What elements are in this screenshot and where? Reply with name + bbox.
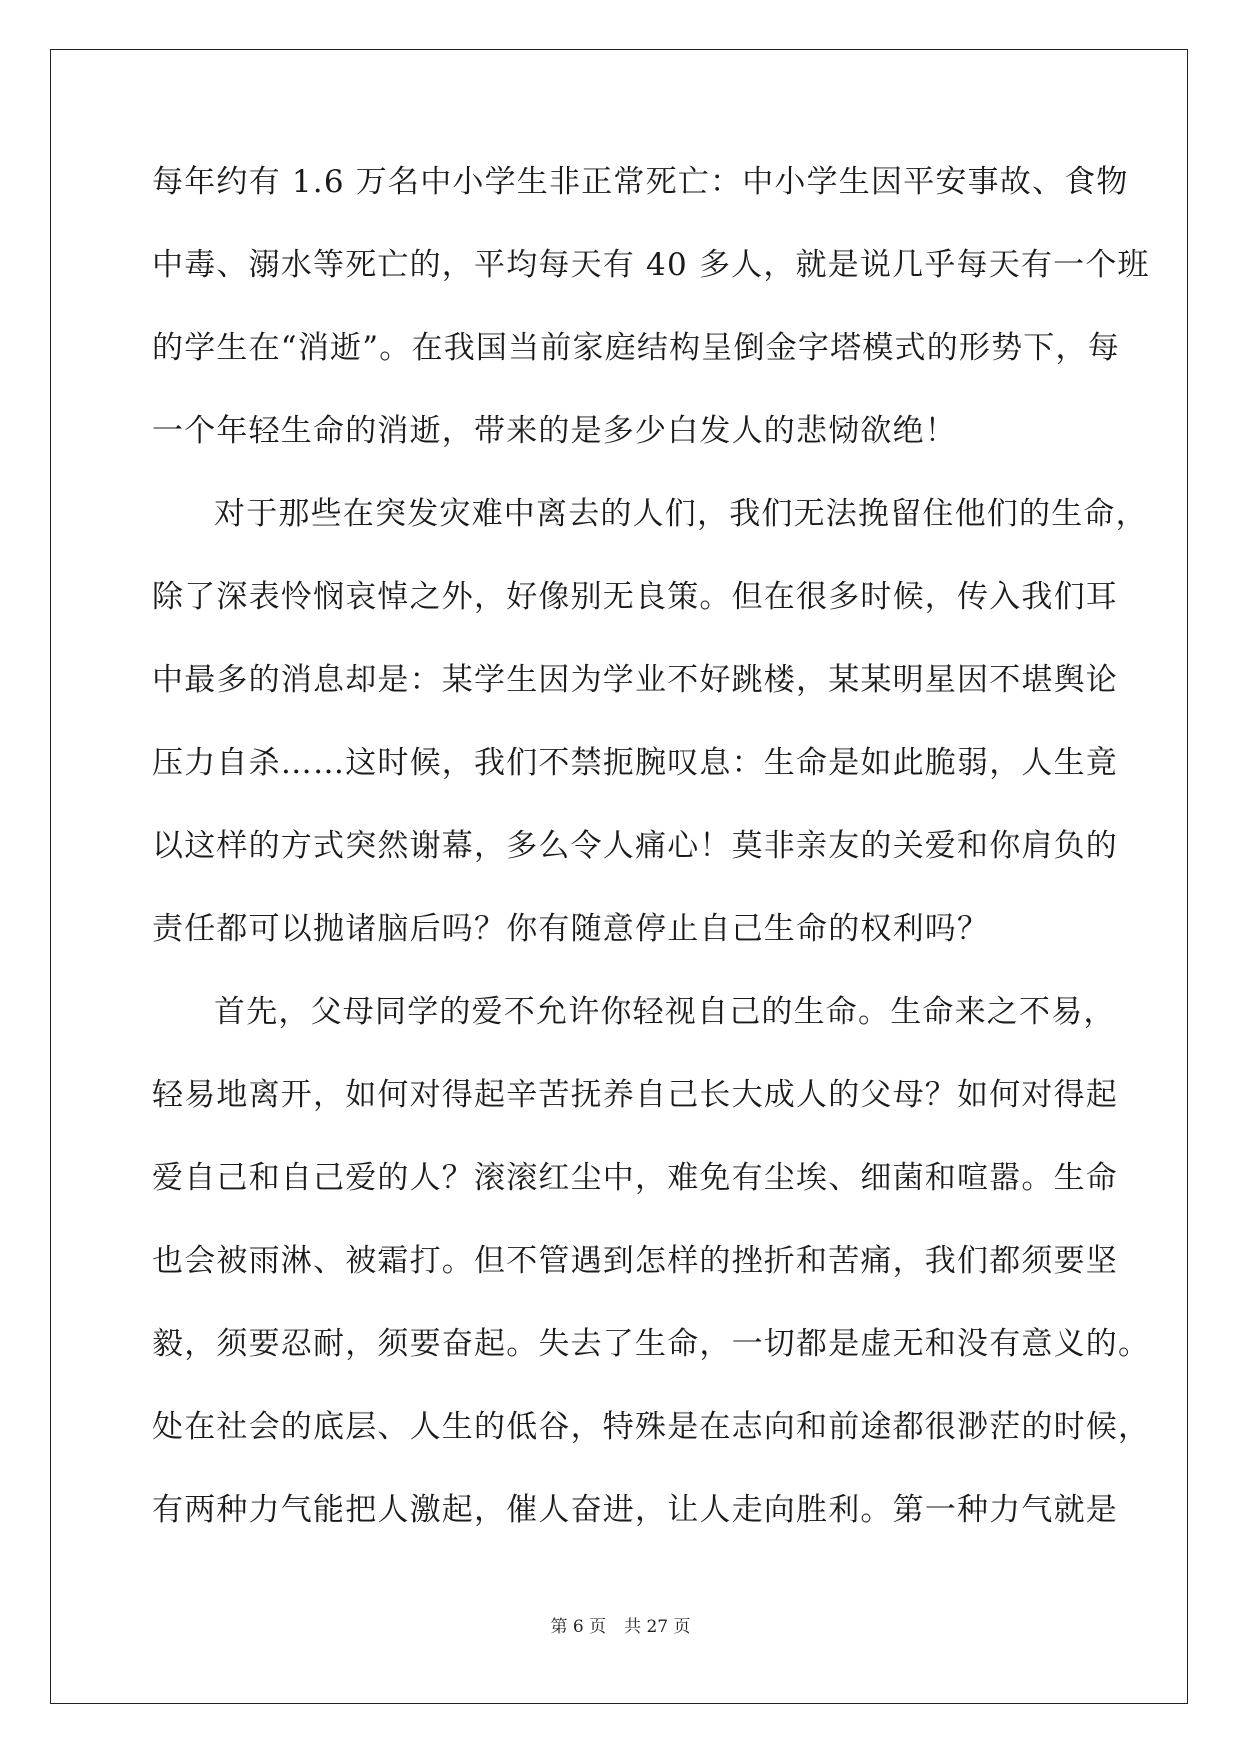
text-line: 的学生在“消逝”。在我国当前家庭结构呈倒金字塔模式的形势下，每: [152, 330, 1120, 366]
text-line: 毅，须要忍耐，须要奋起。失去了生命，一切都是虚无和没有意义的。: [152, 1326, 1151, 1362]
paragraph-first-line: 首先，父母同学的爱不允许你轻视自己的生命。生命来之不易，: [214, 994, 1116, 1030]
page-total: 共 27 页: [624, 1617, 691, 1637]
text-line: 除了深表怜悯哀悼之外，好像别无良策。但在很多时候，传入我们耳: [152, 579, 1118, 615]
text-line: 爱自己和自己爱的人？滚滚红尘中，难免有尘埃、细菌和喧嚣。生命: [152, 1160, 1118, 1196]
text-line: 中毒、溺水等死亡的，平均每天有 40 多人，就是说几乎每天有一个班: [152, 247, 1150, 283]
document-body: [152, 162, 1151, 1573]
page-footer: [0, 1616, 1241, 1638]
text-line: 以这样的方式突然谢幕，多么令人痛心！莫非亲友的关爱和你肩负的: [152, 828, 1118, 864]
text-line: 有两种力气能把人激起，催人奋进，让人走向胜利。第一种力气就是: [152, 1492, 1118, 1528]
text-line: 一个年轻生命的消逝，带来的是多少白发人的悲恸欲绝！: [152, 413, 957, 449]
paragraph-first-line: 对于那些在突发灾难中离去的人们，我们无法挽留住他们的生命，: [214, 496, 1148, 532]
page-number: 第 6 页: [550, 1617, 607, 1637]
text-line: 责任都可以抛诸脑后吗？你有随意停止自己生命的权利吗？: [152, 911, 990, 947]
text-line: 中最多的消息却是：某学生因为学业不好跳楼，某某明星因不堪舆论: [152, 662, 1118, 698]
text-line: 也会被雨淋、被霜打。但不管遇到怎样的挫折和苦痛，我们都须要坚: [152, 1243, 1118, 1279]
text-line: 处在社会的底层、人生的低谷，特殊是在志向和前途都很渺茫的时候，: [152, 1409, 1151, 1445]
text-line: 每年约有 1.6 万名中小学生非正常死亡：中小学生因平安事故、食物: [152, 164, 1129, 200]
text-line: 压力自杀……这时候，我们不禁扼腕叹息：生命是如此脆弱，人生竟: [152, 745, 1118, 781]
text-line: 轻易地离开，如何对得起辛苦抚养自己长大成人的父母？如何对得起: [152, 1077, 1118, 1113]
